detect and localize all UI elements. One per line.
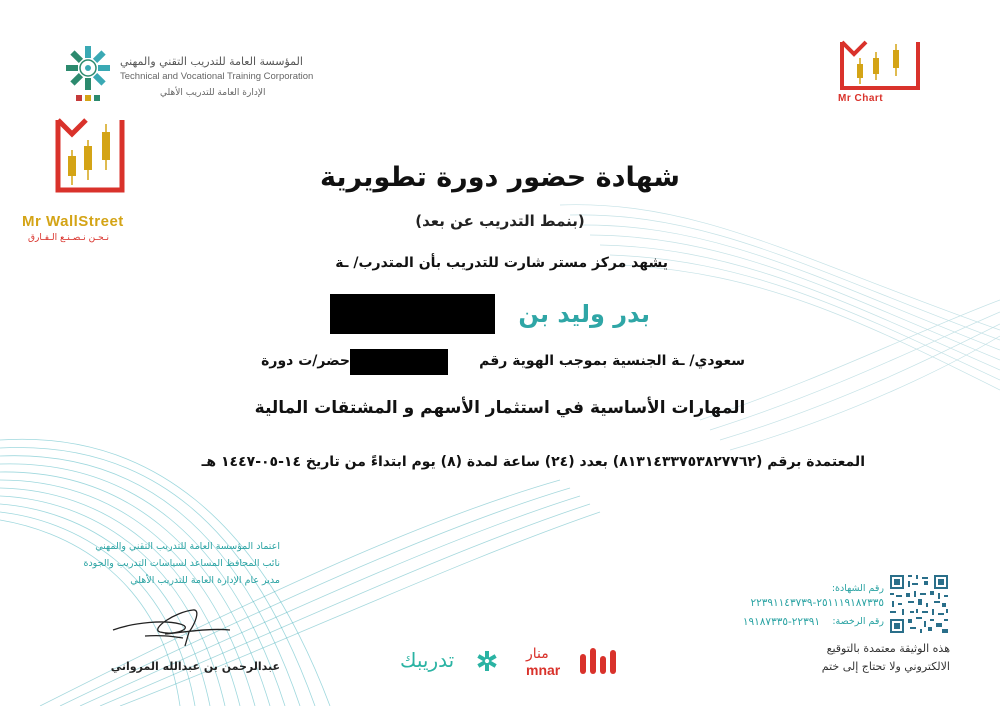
signature-icon: [105, 602, 235, 650]
note-line-1: هذه الوثيقة معتمدة بالتوقيع: [826, 642, 950, 655]
signer-title-3: مدير عام الإدارة العامة للتدريب الأهلي: [130, 575, 280, 586]
redacted-id-block: [350, 349, 448, 375]
mr-chart-name: Mr Chart: [838, 93, 884, 104]
note-line-2: الالكتروني ولا تحتاج إلى ختم: [821, 660, 950, 673]
course-name: المهارات الأساسية في استثمار الأسهم و المشتقات المالية: [254, 398, 746, 418]
course-details: المعتمدة برقم (٨١٣١٤٣٣٧٥٣٨٢٧٧٦٢) بعدد (٢٤) ساعة لمدة (٨) يوم ابتداءً من تاريخ ١٤-٠٥-١٤٤٧ هـ: [201, 454, 865, 470]
tvtc-name-en: Technical and Vocational Training Corporation: [120, 71, 314, 82]
trainee-name: بدر وليد بن: [518, 300, 650, 328]
license-number-value: ٢٢٣٩١-١٩١٨٧٣٣٥: [742, 616, 820, 628]
signer-name: عبدالرحمن بن عبدالله المرواني: [110, 660, 280, 673]
mr-wallstreet-tagline: نـحـن نـصـنـع الـفـارق: [28, 233, 110, 243]
tvtc-name-ar: المؤسسة العامة للتدريب التقني والمهني: [120, 55, 303, 68]
mr-chart-logo-icon: [836, 36, 924, 94]
certificate-intro: يشهد مركز مستر شارت للتدريب بأن المتدرب/ ـة: [335, 255, 668, 271]
redacted-name-block: [330, 294, 495, 334]
mr-wallstreet-logo-icon: [50, 110, 130, 200]
tadreebak-logo-icon: [476, 650, 498, 672]
certificate-subtitle: (بنمط التدريب عن بعد): [415, 212, 585, 230]
cert-number-value: ٢٥١١١٩١٨٧٣٣٥-٢٢٣٩١١٤٣٧٣٩: [750, 597, 884, 609]
electronic-signature-note: [740, 640, 950, 676]
tadreebak-logo-text: تدريبك: [400, 648, 455, 672]
signer-titles: [60, 538, 280, 589]
tvtc-logo-icon: [60, 38, 116, 104]
tvtc-subdivision: الإدارة العامة للتدريب الأهلي: [160, 88, 266, 98]
certificate-title: شهادة حضور دورة تطويرية: [320, 162, 680, 193]
signer-title-1: اعتماد المؤسسة العامة للتدريب التقني والمهني: [95, 541, 280, 552]
license-number-label: رقم الرخصة:: [832, 616, 884, 627]
attended-course-text: حضر/ت دورة: [261, 353, 350, 369]
mnar-logo-icon: [578, 646, 624, 676]
qr-code-icon: [888, 573, 950, 635]
signer-title-2: نائب المحافظ المساعد لسياسات التدريب والجودة: [83, 558, 280, 569]
mnar-logo-en: mnar: [526, 662, 561, 678]
mnar-logo-ar: منار: [526, 646, 549, 662]
cert-number-label: رقم الشهادة:: [831, 583, 884, 594]
mr-wallstreet-name: Mr WallStreet: [22, 213, 124, 230]
id-line-text: سعودي/ ـة الجنسية بموجب الهوية رقم: [479, 353, 745, 369]
